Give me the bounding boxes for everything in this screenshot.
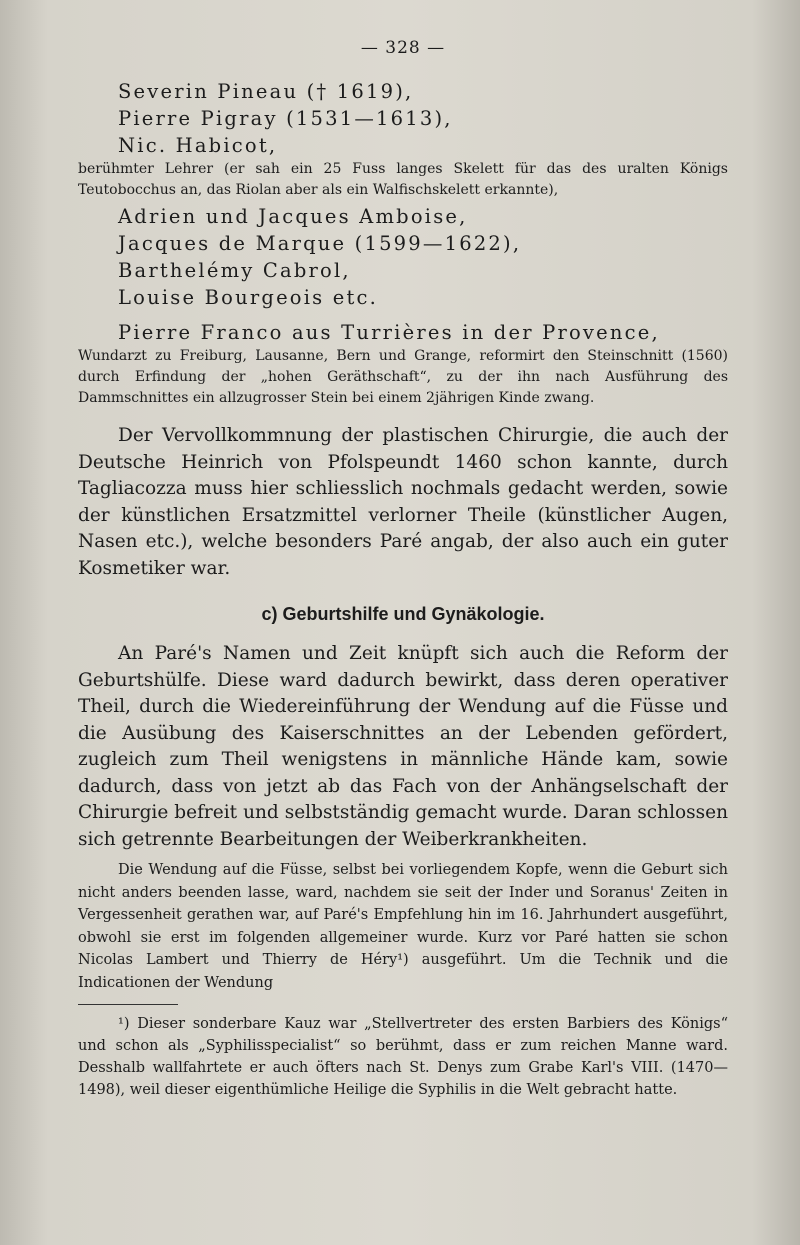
entry-pigray: Pierre Pigray (1531—1613),	[118, 107, 453, 130]
entry-marque: Jacques de Marque (1599—1622),	[118, 232, 522, 255]
paragraph-plastic-surgery: Der Vervollkommnung der plastischen Chirurgie, die auch der Deutsche Heinrich von Pfolspeundt 1460 schon kannte, durch Tagliacozza muss hier schliesslich nochmals gedacht werden, sowie der künstlichen Ersatzmittel verlorner Theile (künstlicher Augen, Nasen etc.), welche besonders Paré angab, der also auch ein guter Kosmetiker war.	[78, 425, 728, 579]
franco-note: Wundarzt zu Freiburg, Lausanne, Bern und Grange, reformirt den Steinschnitt (1560) durch Erfindung der „hohen Geräthschaft“, zu der ihn nach Ausführung des Dammschnittes ein allzugrosser Stein bei einem 2jährigen Kinde zwang.	[78, 348, 728, 406]
entry-pineau: Severin Pineau († 1619),	[118, 80, 414, 103]
entry-cabrol: Barthelémy Cabrol,	[118, 259, 351, 282]
page-number: — 328 —	[360, 38, 446, 58]
paragraph-reform: An Paré's Namen und Zeit knüpft sich auch die Reform der Geburtshülfe. Diese ward dadurch bewirkt, dass deren operativer Theil, durch die Wiedereinführung der Wendung auf die Füsse und die Ausübung des Kaiserschnittes an der Lebenden gefördert, zugleich zum Theil wenigstens in männliche Hände kam, sowie dadurch, dass von jetzt ab das Fach von der Anhängselschaft der Chirurgie befreit und selbstständig gemacht wurde. Daran schlossen sich getrennte Bearbeitungen der Weiberkrankheiten.	[78, 643, 728, 850]
footnote-rule	[78, 1004, 178, 1005]
entry-amboise: Adrien und Jacques Amboise,	[118, 205, 468, 228]
section-heading: c) Geburtshilfe und Gynäkologie.	[261, 604, 545, 624]
entry-bourgeois: Louise Bourgeois etc.	[118, 286, 379, 309]
paragraph-wendung: Die Wendung auf die Füsse, selbst bei vorliegendem Kopfe, wenn die Geburt sich nicht anders beenden lasse, ward, nachdem sie seit der Inder und Soranus' Zeiten in Vergessenheit gerathen war, auf Paré's Empfehlung hin im 16. Jahrhundert ausgeführt, obwohl sie erst im folgenden allgemeiner wurde. Kurz vor Paré hatten sie schon Nicolas Lambert und Thierry de Héry¹) ausgeführt. Um die Technik und die Indicationen der Wendung	[78, 862, 728, 991]
habicot-note: berühmter Lehrer (er sah ein 25 Fuss langes Skelett für das des uralten Königs Teutobocchus an, das Riolan aber als ein Walfischskelett erkannte),	[78, 161, 728, 198]
footnote: ¹) Dieser sonderbare Kauz war „Stellvertreter des ersten Barbiers des Königs“ und schon als „Syphilisspecialist“ so berühmt, dass er zum reichen Manne ward. Desshalb wallfahrtete er auch öfters nach St. Denys zum Grabe Karl's VIII. (1470—1498), weil dieser eigenthümliche Heilige die Syphilis in die Welt gebracht hatte.	[78, 1016, 728, 1098]
entry-habicot: Nic. Habicot,	[118, 134, 278, 157]
entry-franco: Pierre Franco aus Turrières in der Provence,	[118, 321, 660, 344]
